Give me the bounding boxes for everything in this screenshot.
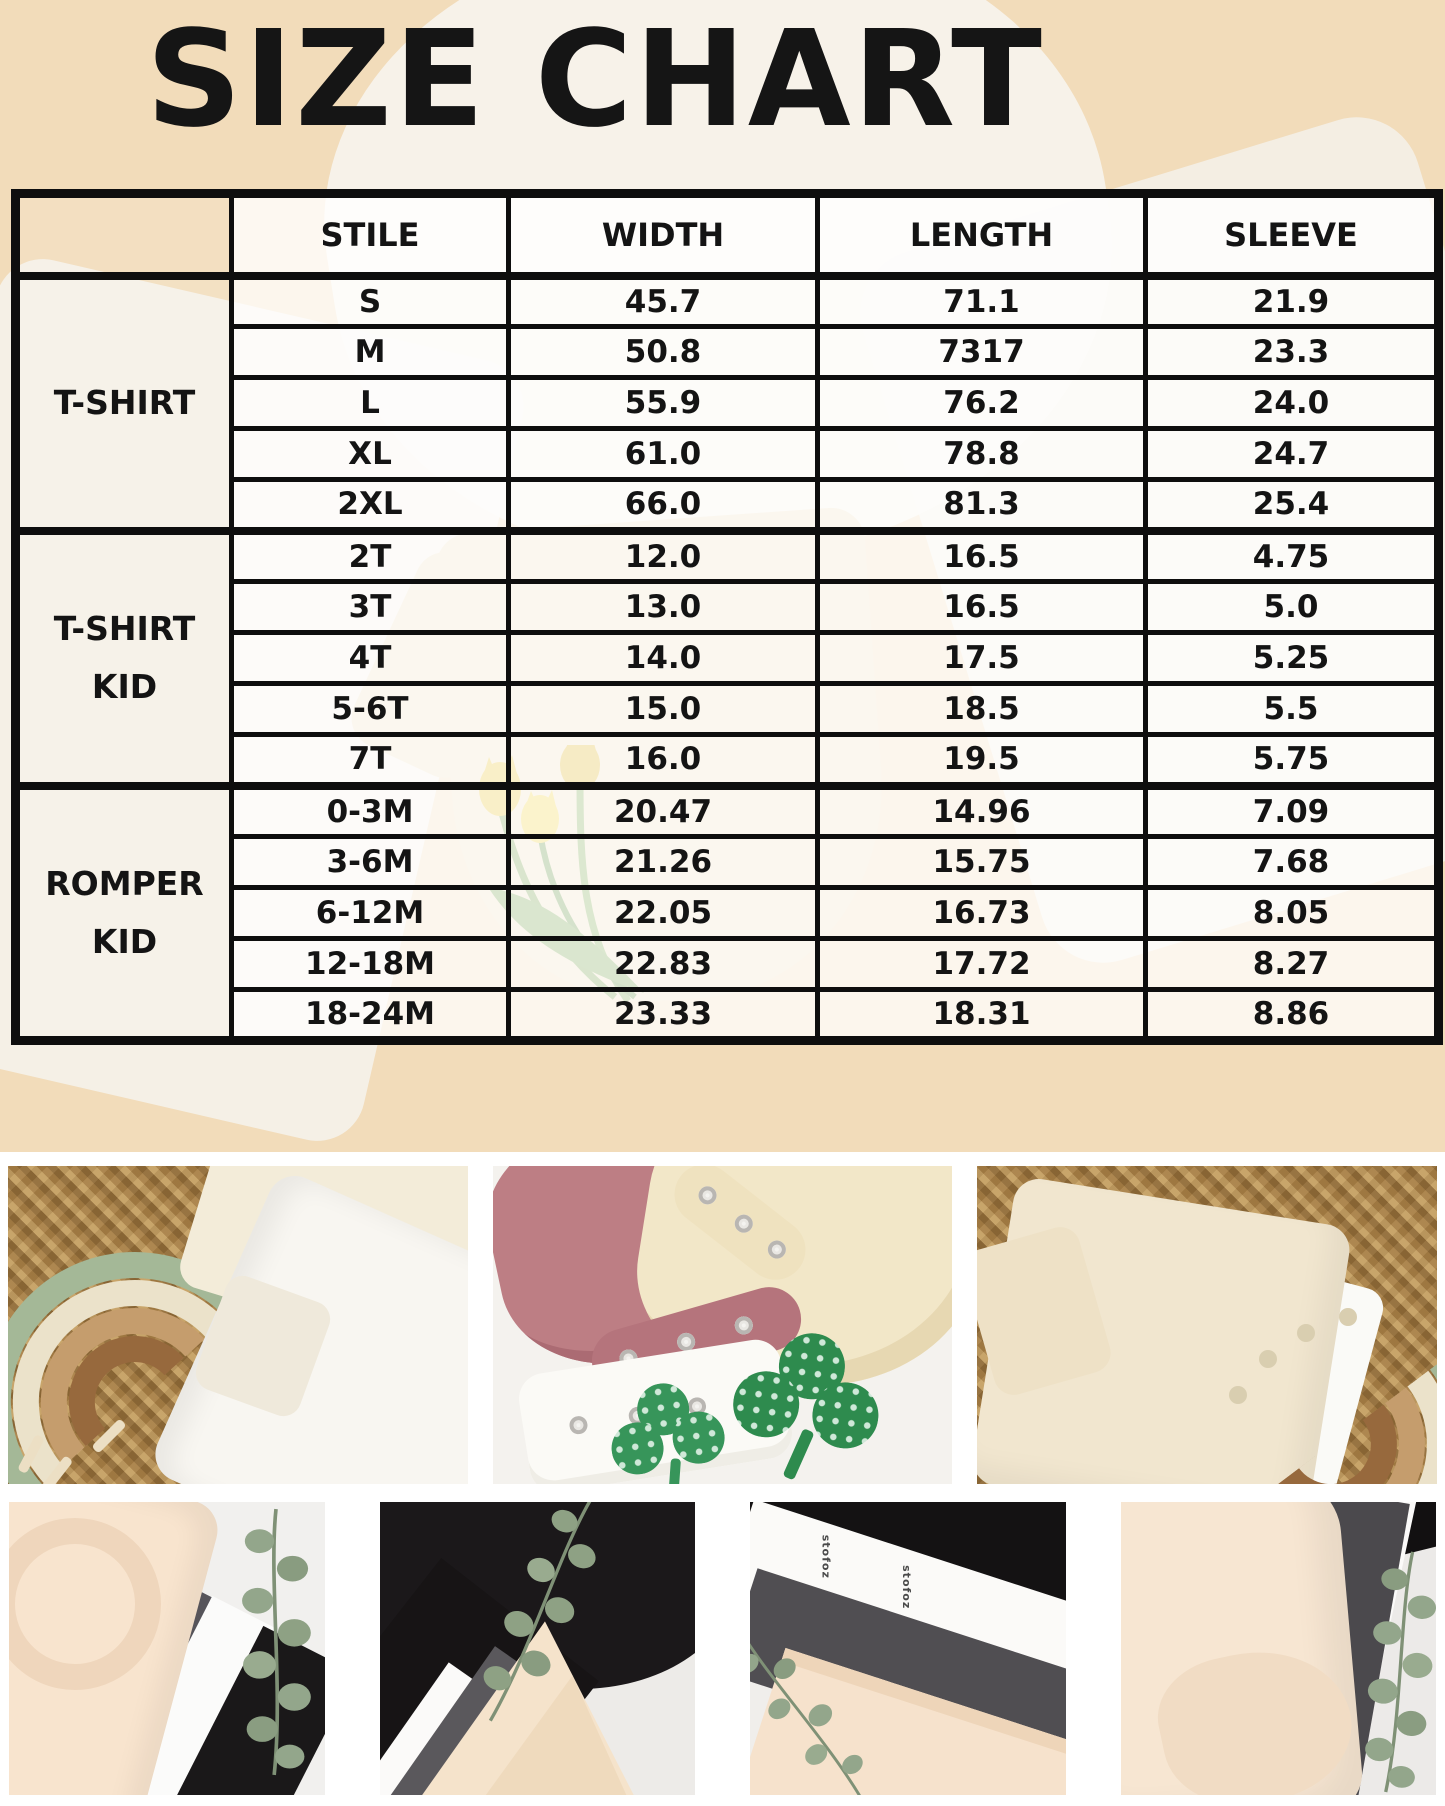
cell-width: 61.0 (509, 429, 818, 480)
cell-sleeve: 7.68 (1146, 837, 1439, 888)
pompom-dot (1339, 1308, 1357, 1326)
snap-button-icon (764, 1237, 789, 1262)
cell-length: 17.72 (818, 939, 1146, 990)
photo-peach-hoodie-eucalyptus (9, 1502, 325, 1795)
snap-button-icon (695, 1183, 720, 1208)
snap-button-icon (731, 1211, 756, 1236)
table-row (16, 531, 1439, 582)
size-chart-container (11, 189, 1434, 1045)
cell-length: 18.5 (818, 684, 1146, 735)
cell-stile: M (232, 327, 509, 378)
photo-row-1 (8, 1166, 1437, 1484)
pompom-dot (1297, 1324, 1315, 1342)
pompom-dot (1229, 1386, 1247, 1404)
cell-length: 76.2 (818, 378, 1146, 429)
brand-tag-label: stofoz (900, 1565, 914, 1610)
cell-stile: XL (232, 429, 509, 480)
cell-width: 14.0 (509, 633, 818, 684)
cell-length: 7317 (818, 327, 1146, 378)
shamrock-stem (668, 1458, 681, 1484)
cell-stile: 6-12M (232, 888, 509, 939)
header-row (16, 194, 1439, 276)
cell-stile: 4T (232, 633, 509, 684)
cell-stile: 5-6T (232, 684, 509, 735)
cell-width: 22.83 (509, 939, 818, 990)
cell-stile: L (232, 378, 509, 429)
cell-length: 16.73 (818, 888, 1146, 939)
cell-width: 66.0 (509, 480, 818, 531)
page-title: SIZE CHART (146, 3, 1044, 157)
cell-length: 14.96 (818, 786, 1146, 837)
table-row (16, 786, 1439, 837)
cell-sleeve: 5.5 (1146, 684, 1439, 735)
cell-sleeve: 24.0 (1146, 378, 1439, 429)
cell-stile: 0-3M (232, 786, 509, 837)
cell-sleeve: 8.86 (1146, 990, 1439, 1041)
header-width: WIDTH (509, 194, 818, 276)
header-sleeve: SLEEVE (1146, 194, 1439, 276)
cell-sleeve: 5.0 (1146, 582, 1439, 633)
cell-stile: 7T (232, 735, 509, 786)
photo-folded-shirt-stack-labels (750, 1502, 1066, 1795)
cell-sleeve: 25.4 (1146, 480, 1439, 531)
cell-length: 19.5 (818, 735, 1146, 786)
header-stile: STILE (232, 194, 509, 276)
cell-sleeve: 5.75 (1146, 735, 1439, 786)
snap-button-icon (568, 1415, 589, 1436)
cell-sleeve: 7.09 (1146, 786, 1439, 837)
cell-width: 55.9 (509, 378, 818, 429)
section-label-t-shirt-kid: T-SHIRT KID (16, 531, 232, 786)
cell-stile: 3T (232, 582, 509, 633)
cell-stile: 2XL (232, 480, 509, 531)
section-label-t-shirt: T-SHIRT (16, 276, 232, 531)
cell-length: 18.31 (818, 990, 1146, 1041)
cell-width: 16.0 (509, 735, 818, 786)
header-empty-cell (16, 194, 232, 276)
cell-length: 78.8 (818, 429, 1146, 480)
cell-sleeve: 23.3 (1146, 327, 1439, 378)
cell-stile: 12-18M (232, 939, 509, 990)
eucalyptus-branch (221, 1502, 325, 1792)
size-chart-table (11, 189, 1443, 1045)
cell-length: 81.3 (818, 480, 1146, 531)
cell-stile: 3-6M (232, 837, 509, 888)
cell-width: 12.0 (509, 531, 818, 582)
cell-sleeve: 8.27 (1146, 939, 1439, 990)
brand-tag-label: stofoz (819, 1534, 833, 1579)
photo-cream-tee-wicker-rainbow (977, 1166, 1437, 1484)
cell-stile: 2T (232, 531, 509, 582)
cell-width: 45.7 (509, 276, 818, 327)
header-length: LENGTH (818, 194, 1146, 276)
cell-sleeve: 5.25 (1146, 633, 1439, 684)
cell-sleeve: 4.75 (1146, 531, 1439, 582)
cell-sleeve: 21.9 (1146, 276, 1439, 327)
cell-length: 71.1 (818, 276, 1146, 327)
cell-length: 16.5 (818, 582, 1146, 633)
photo-rompers-shamrocks (493, 1166, 953, 1484)
photo-baby-clothes-wicker-rainbow (8, 1166, 468, 1484)
photo-black-shirts-cream-fold (380, 1502, 696, 1795)
cell-width: 15.0 (509, 684, 818, 735)
cell-width: 13.0 (509, 582, 818, 633)
photo-peach-tee-eucalyptus (1121, 1502, 1437, 1795)
pompom-dot (1259, 1350, 1277, 1368)
cell-sleeve: 8.05 (1146, 888, 1439, 939)
cell-stile: 18-24M (232, 990, 509, 1041)
cell-width: 23.33 (509, 990, 818, 1041)
photo-row-2 (9, 1502, 1436, 1795)
cell-stile: S (232, 276, 509, 327)
cell-sleeve: 24.7 (1146, 429, 1439, 480)
cell-width: 21.26 (509, 837, 818, 888)
shamrock-stem (782, 1428, 814, 1480)
shamrock-large (719, 1323, 908, 1484)
cell-length: 16.5 (818, 531, 1146, 582)
cell-length: 17.5 (818, 633, 1146, 684)
cell-width: 22.05 (509, 888, 818, 939)
section-label-romper-kid: ROMPER KID (16, 786, 232, 1041)
cell-length: 15.75 (818, 837, 1146, 888)
table-row (16, 276, 1439, 327)
cell-width: 20.47 (509, 786, 818, 837)
cell-width: 50.8 (509, 327, 818, 378)
